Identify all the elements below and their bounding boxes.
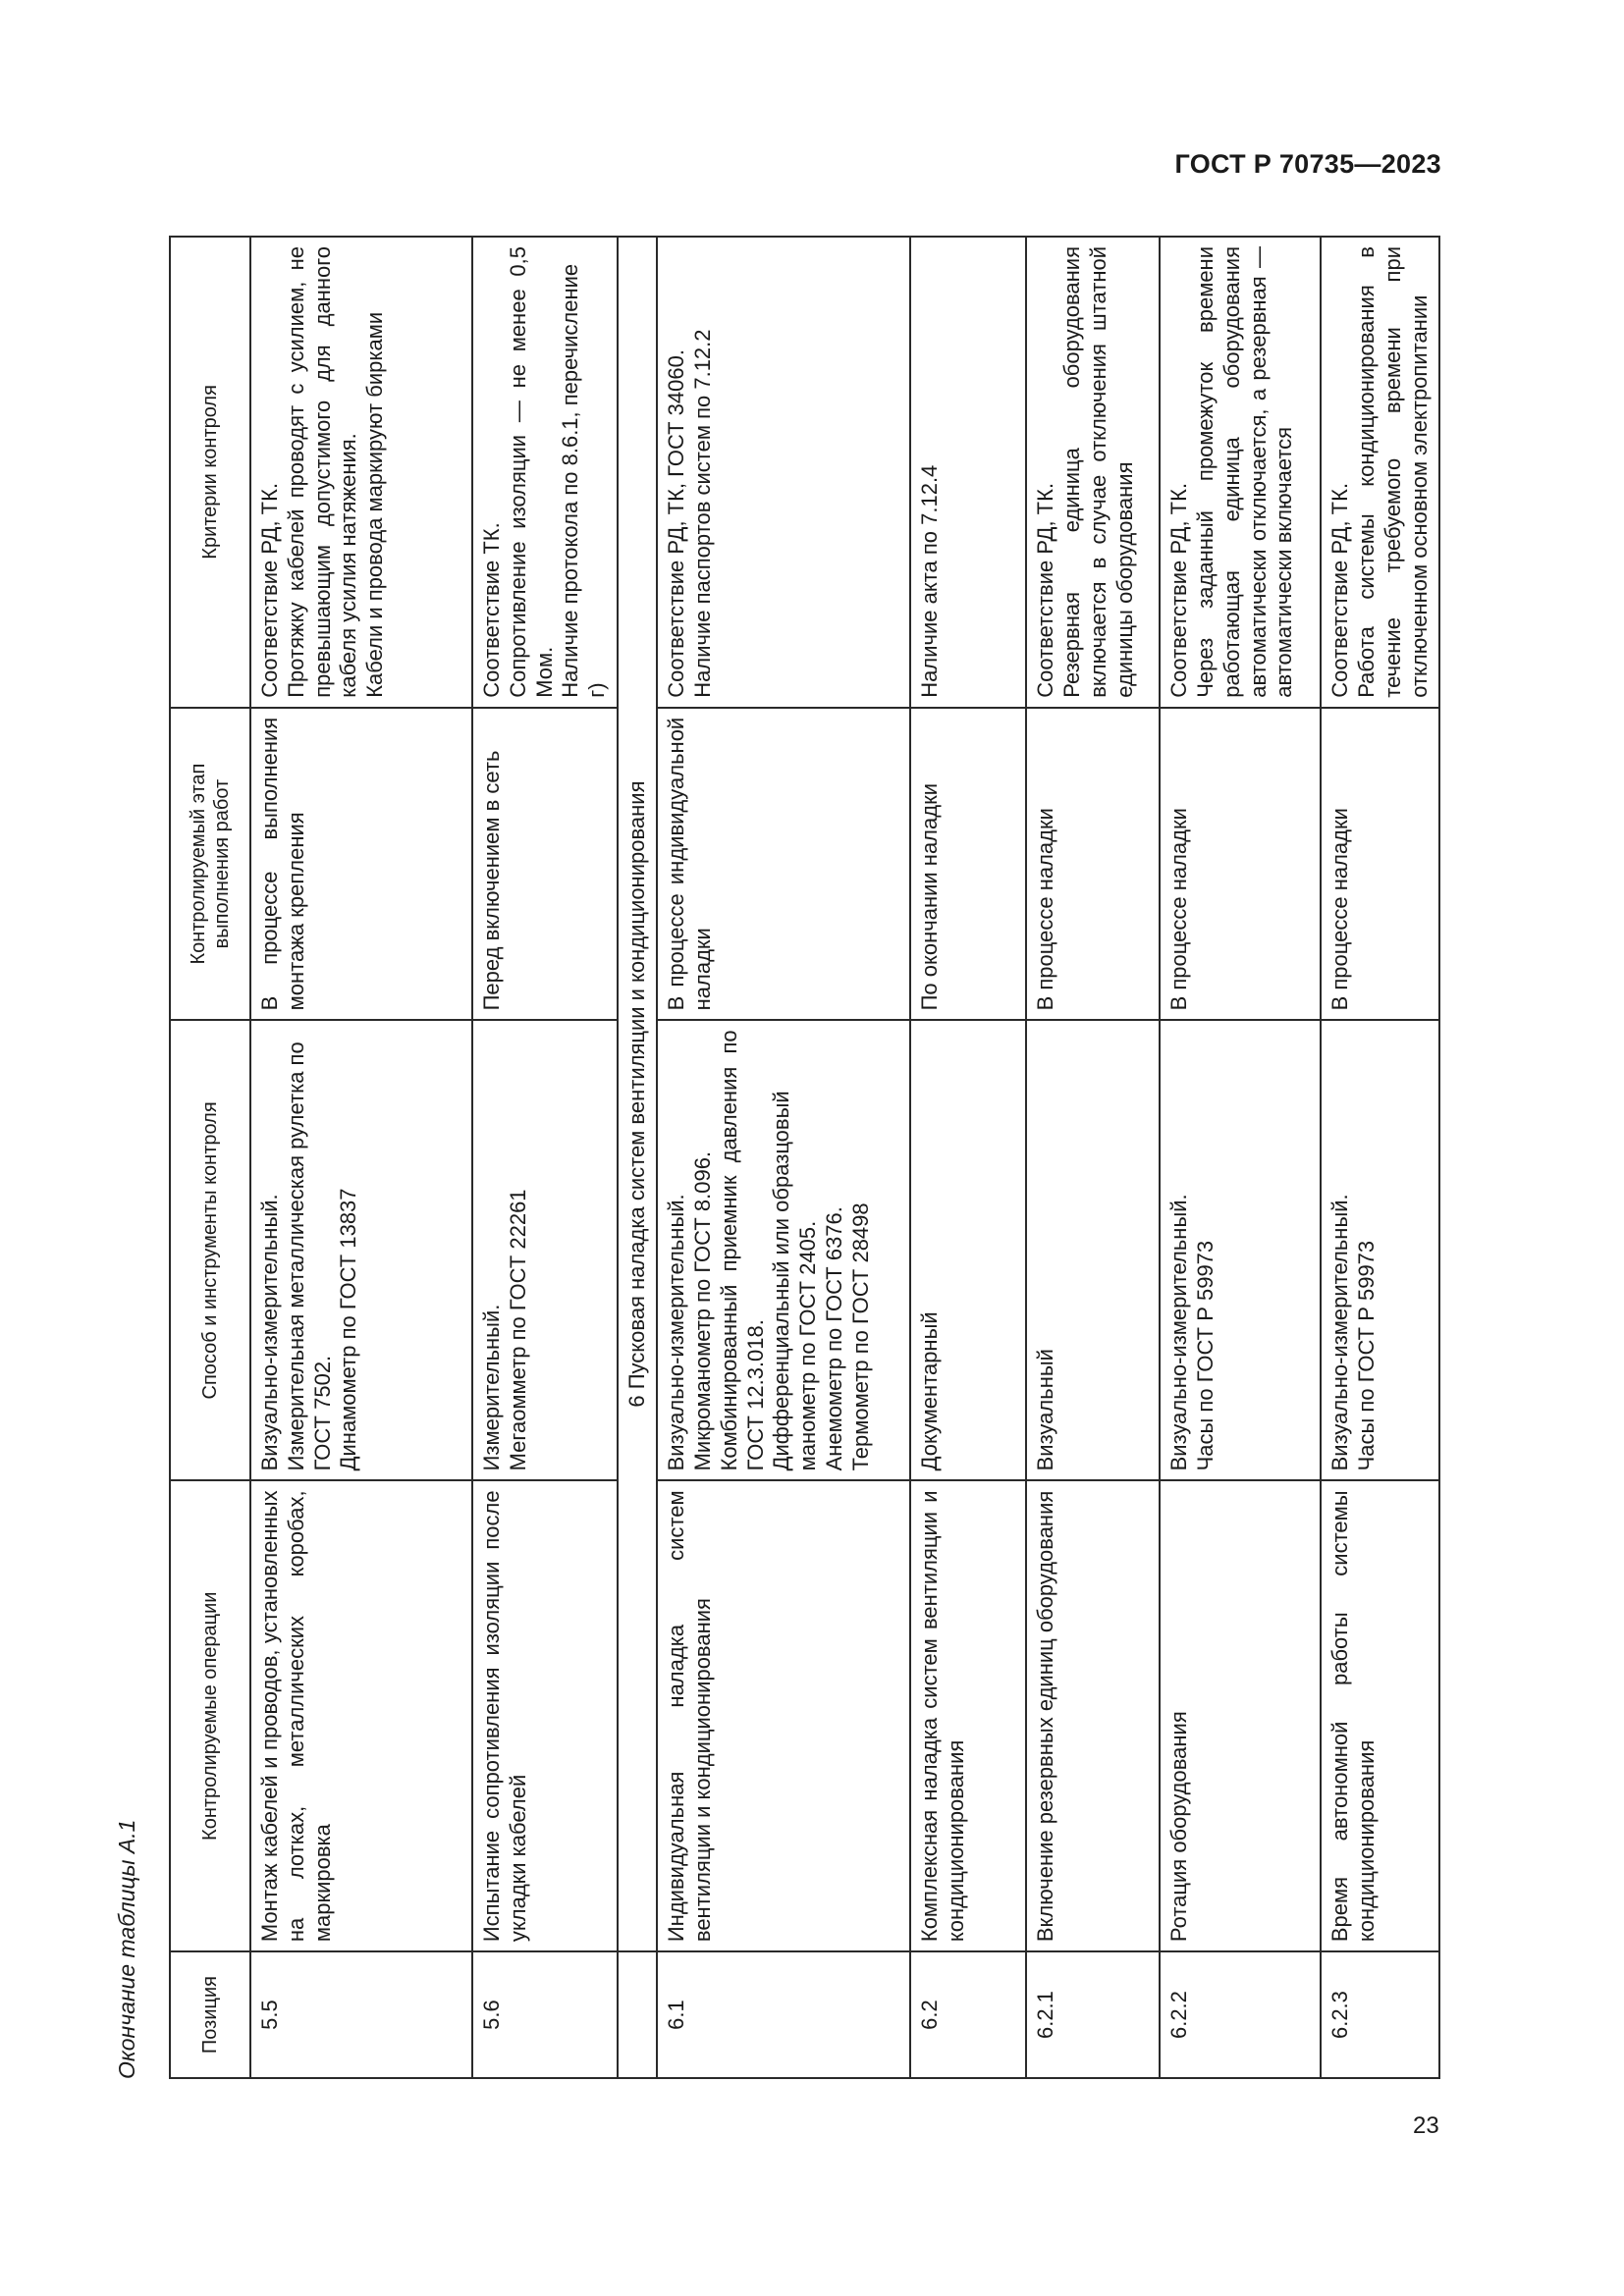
method-line: Визуальный (1033, 1349, 1058, 1471)
row-method (472, 1020, 618, 1480)
row-criteria (910, 237, 1026, 708)
criteria-line: Соответствие РД, ТК. (1033, 482, 1058, 698)
method-line: Часы по ГОСТ Р 59973 (1192, 1240, 1218, 1471)
col-header-operations: Контролируемые операции (170, 1480, 250, 1951)
col-header-position: Позиция (170, 1951, 250, 2078)
control-table (169, 236, 1440, 2079)
row-operation: Время автономной работы системы кондиционирования (1321, 1480, 1439, 1951)
table-row (1026, 237, 1160, 2078)
col-header-stage: Контролируемый этап выполнения работ (170, 708, 250, 1021)
criteria-line: Наличие акта по 7.12.4 (917, 464, 943, 698)
row-criteria (472, 237, 618, 708)
section-title: 6 Пусковая наладка систем вентиляции и кондиционирования (618, 237, 657, 1951)
row-method (1160, 1020, 1321, 1480)
criteria-line: Соответствие ТК. (479, 522, 504, 698)
row-operation: Испытание сопротивления изоляции после укладки кабелей (472, 1480, 618, 1951)
method-line: Измерительная металлическая рулетка по ГОСТ 7502. (283, 1041, 335, 1471)
row-criteria (657, 237, 910, 708)
criteria-line: Сопротивление изоляции — не менее 0,5 Мом. (505, 246, 557, 698)
table-row (910, 237, 1026, 2078)
criteria-line: Соответствие РД, ТК. (257, 482, 282, 698)
row-stage: В процессе наладки (1026, 708, 1160, 1021)
method-line: Комбинированный приемник давления по ГОСТ 12.3.018. (716, 1030, 768, 1471)
criteria-line: Соответствие РД, ТК. (1327, 482, 1353, 698)
row-stage: В процессе наладки (1321, 708, 1439, 1021)
criteria-line: Протяжку кабелей проводят с усилием, не превышающим допустимого для данного кабеля усилия натяжения. (283, 246, 361, 698)
row-stage: В процессе индивидуальной наладки (657, 708, 910, 1021)
method-line: Термометр по ГОСТ 28498 (847, 1202, 873, 1471)
method-line: Визуально-измерительный. (1327, 1194, 1353, 1471)
row-position: 5.5 (250, 1951, 472, 2078)
method-line: Анемометр по ГОСТ 6376. (822, 1206, 847, 1471)
criteria-line: Резервная единица оборудования включается в случае отключения штатной единицы оборудования (1058, 246, 1137, 698)
table-caption: Окончание таблицы А.1 (114, 1819, 139, 2079)
method-line: Микроманометр по ГОСТ 8.096. (689, 1150, 715, 1471)
section-spacer (618, 1951, 657, 2078)
row-criteria (1321, 237, 1439, 708)
row-method (910, 1020, 1026, 1480)
criteria-line: Кабели и провода маркируют бирками (362, 311, 388, 698)
table-row (1160, 237, 1321, 2078)
criteria-line: Соответствие РД, ТК. (1166, 482, 1192, 698)
method-line: Измерительный. (479, 1304, 504, 1471)
row-operation: Индивидуальная наладка систем вентиляции и кондиционирования (657, 1480, 910, 1951)
table-wrapper (169, 236, 1432, 2079)
row-method (1321, 1020, 1439, 1480)
row-criteria (250, 237, 472, 708)
rotated-table-region (114, 234, 1432, 2079)
col-header-method: Способ и инструменты контроля (170, 1020, 250, 1480)
criteria-line: Наличие протокола по 8.6.1, перечисление г) (558, 263, 610, 698)
col-header-criteria: Критерии контроля (170, 237, 250, 708)
row-position: 6.2 (910, 1951, 1026, 2078)
section-row (618, 237, 657, 2078)
row-position: 6.2.2 (1160, 1951, 1321, 2078)
method-line: Визуально-измерительный. (1166, 1194, 1192, 1471)
row-method (1026, 1020, 1160, 1480)
criteria-line: Работа системы кондиционирования в течение требуемого времени при отключенном основном электропитании (1353, 246, 1432, 698)
row-operation: Ротация оборудования (1160, 1480, 1321, 1951)
row-criteria (1026, 237, 1160, 708)
row-criteria (1160, 237, 1321, 708)
method-line: Мегаомметр по ГОСТ 22261 (505, 1189, 530, 1471)
table-row (250, 237, 472, 2078)
row-position: 6.2.1 (1026, 1951, 1160, 2078)
row-operation: Монтаж кабелей и проводов, установленных на лотках, металлических коробах, маркировка (250, 1480, 472, 1951)
method-line: Визуально-измерительный. (257, 1194, 282, 1471)
row-position: 6.1 (657, 1951, 910, 2078)
method-line: Часы по ГОСТ Р 59973 (1353, 1240, 1379, 1471)
table-row (1321, 237, 1439, 2078)
method-line: Динамометр по ГОСТ 13837 (336, 1188, 361, 1471)
header-row (170, 237, 250, 2078)
row-operation: Включение резервных единиц оборудования (1026, 1480, 1160, 1951)
row-method (657, 1020, 910, 1480)
method-line: Визуально-измерительный. (664, 1194, 689, 1471)
row-position: 5.6 (472, 1951, 618, 2078)
row-stage: В процессе выполнения монтажа крепления (250, 708, 472, 1021)
method-line: Документарный (917, 1311, 943, 1471)
method-line: Дифференциальный или образцовый манометр по ГОСТ 2405. (769, 1091, 821, 1471)
row-operation: Комплексная наладка систем вентиляции и кондиционирования (910, 1480, 1026, 1951)
table-row (472, 237, 618, 2078)
table-row (657, 237, 910, 2078)
page-number: 23 (1413, 2112, 1439, 2139)
row-stage: По окончании наладки (910, 708, 1026, 1021)
criteria-line: Наличие паспортов систем по 7.12.2 (689, 329, 715, 698)
document-id: ГОСТ Р 70735—2023 (1174, 149, 1441, 179)
criteria-line: Соответствие РД, ТК, ГОСТ 34060. (664, 349, 689, 698)
row-stage: В процессе наладки (1160, 708, 1321, 1021)
row-position: 6.2.3 (1321, 1951, 1439, 2078)
criteria-line: Через заданный промежуток времени работающая единица оборудования автоматически отключается, а резервная — автоматически включается (1192, 246, 1297, 698)
row-stage: Перед включением в сеть (472, 708, 618, 1021)
row-method (250, 1020, 472, 1480)
